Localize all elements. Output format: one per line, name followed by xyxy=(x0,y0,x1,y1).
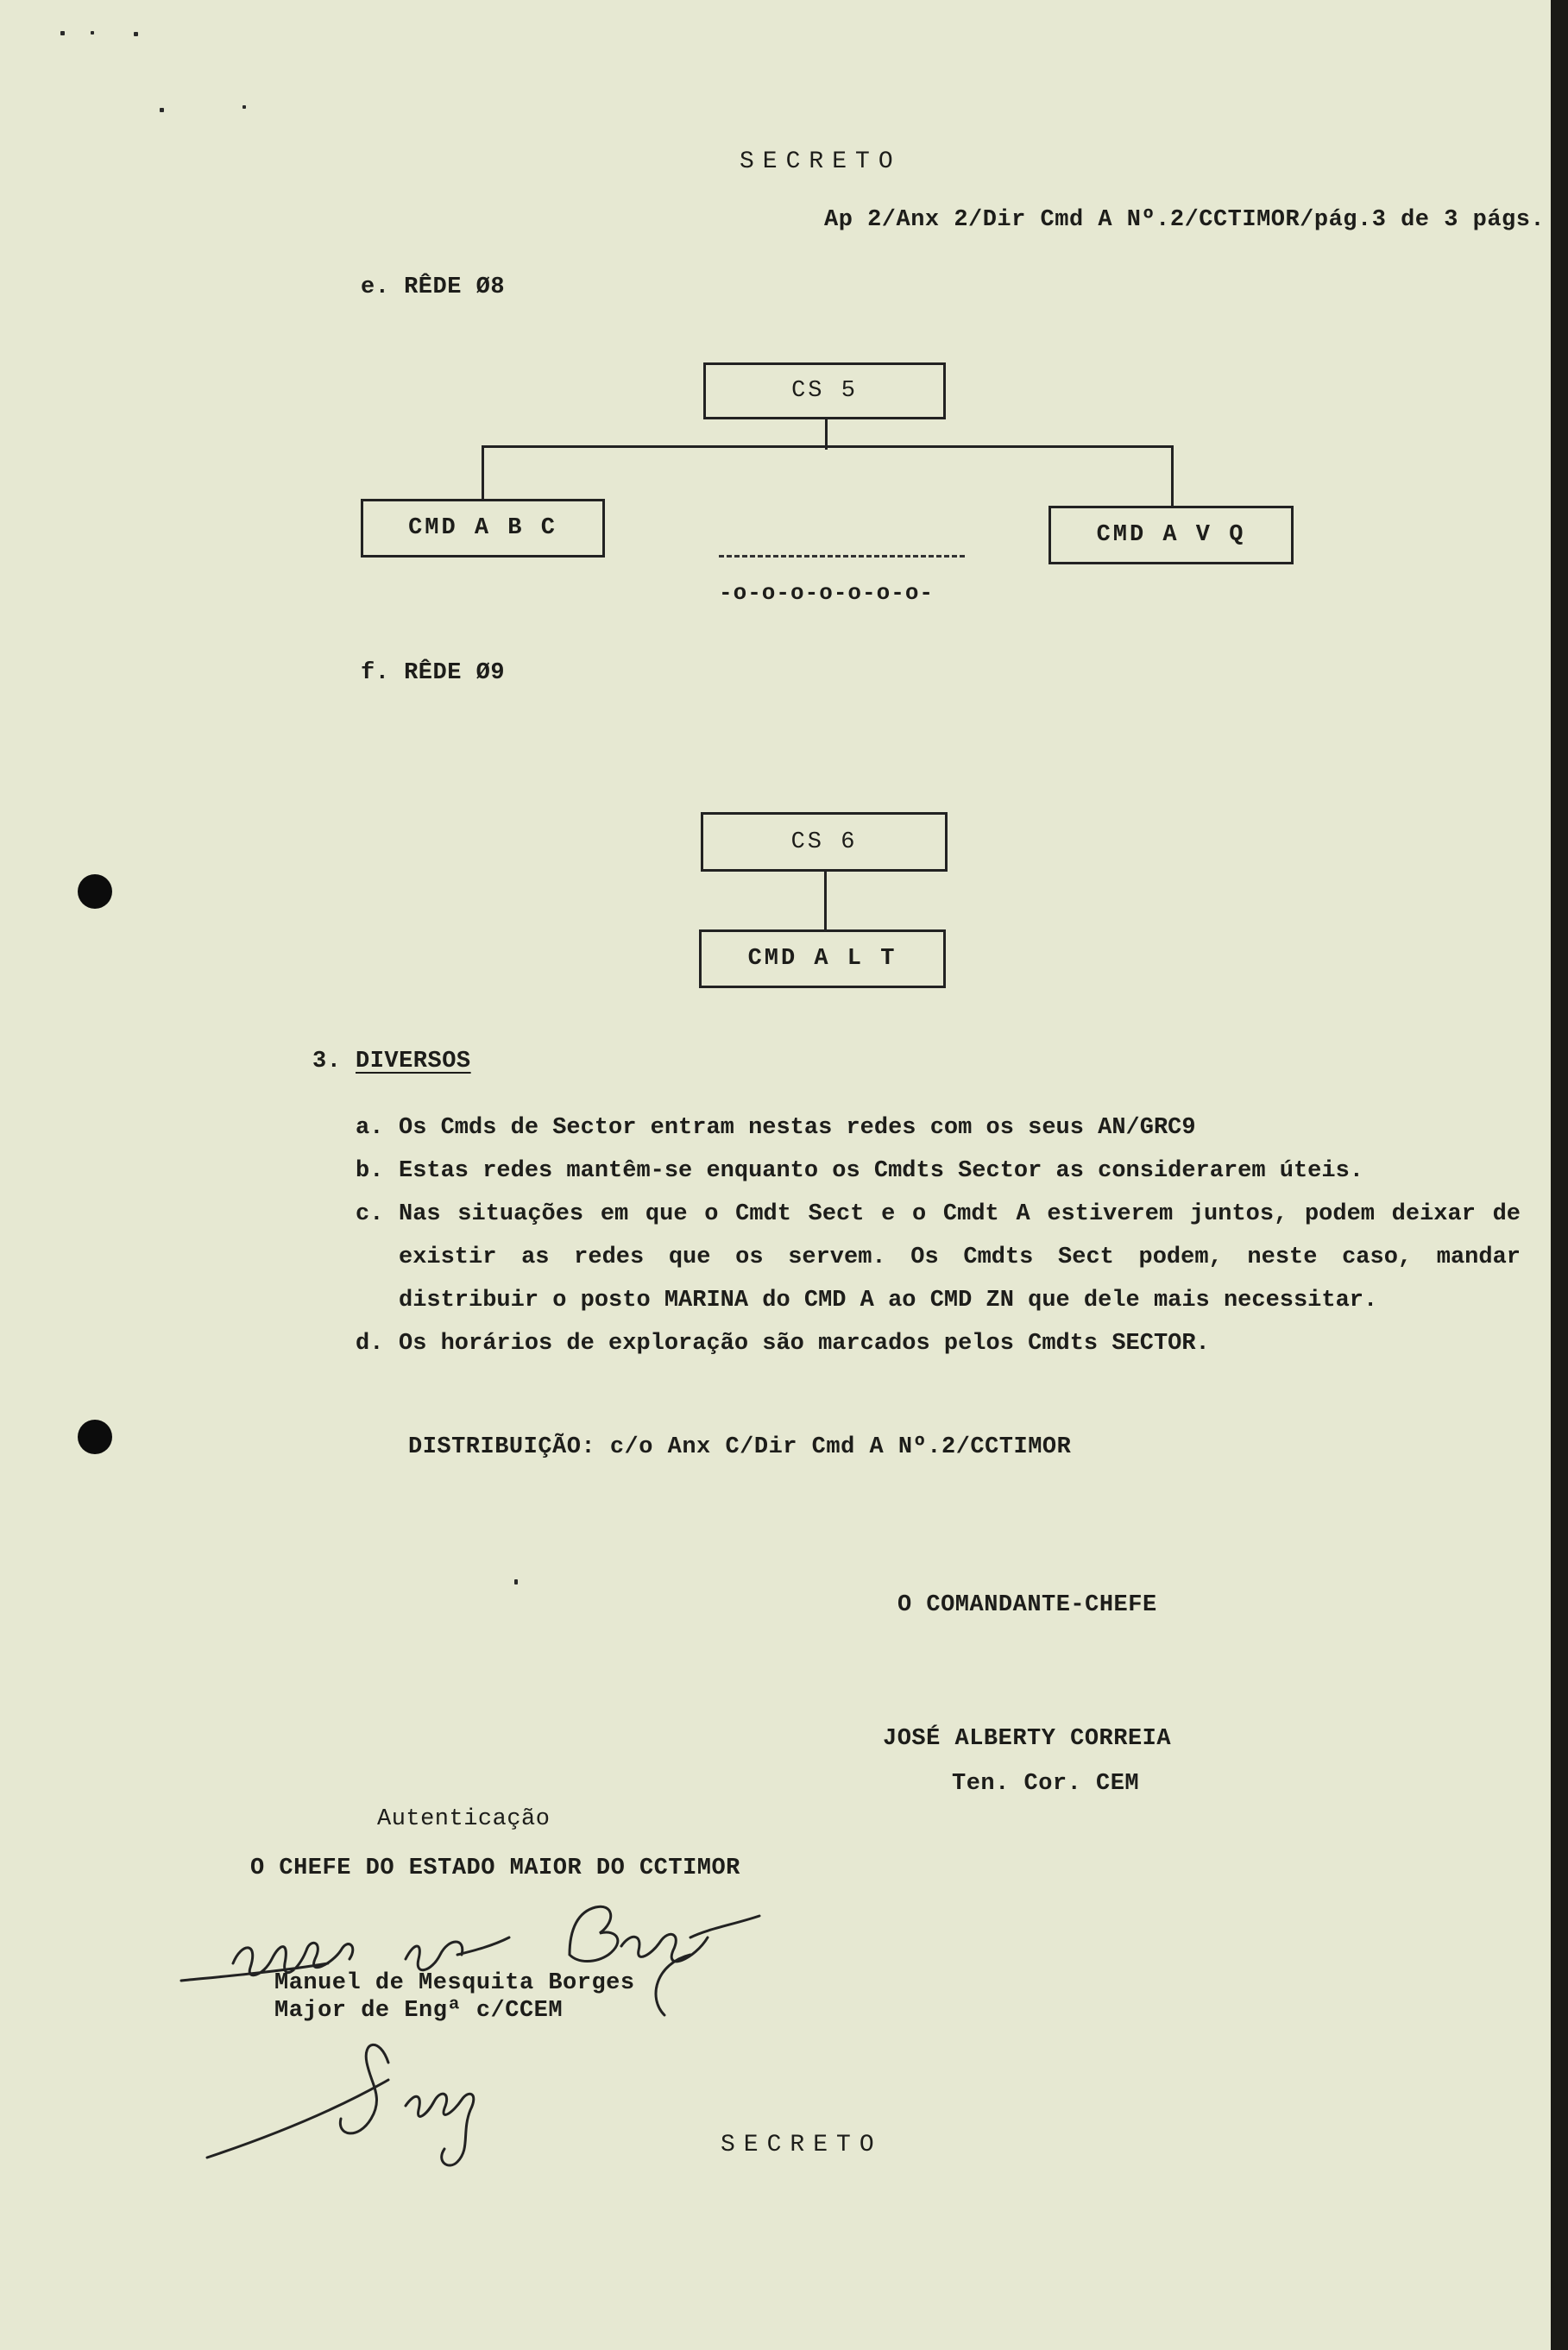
connector-horizontal xyxy=(482,445,1174,448)
authenticator-name: Manuel de Mesquita Borges xyxy=(274,1970,635,1996)
signatory-rank: Ten. Cor. CEM xyxy=(952,1771,1140,1797)
node-cmd-a-vq: CMD A V Q xyxy=(1048,506,1294,564)
authenticator-rank: Major de Engª c/CCEM xyxy=(274,1998,564,2024)
item-text: Os Cmds de Sector entram nestas redes com os seus AN/GRC9 xyxy=(399,1115,1196,1141)
document-reference: Ap 2/Anx 2/Dir Cmd A Nº.2/CCTIMOR/pág.3 de 3 págs. xyxy=(824,207,1546,233)
item-label: a. xyxy=(356,1115,384,1141)
connector-right-drop xyxy=(1171,445,1174,506)
net-heading-08: e. RÊDE Ø8 xyxy=(361,274,506,300)
authentication-heading: Autenticação xyxy=(377,1806,551,1832)
node-cmd-a-lt: CMD A L T xyxy=(699,929,946,988)
handwritten-initials xyxy=(190,2028,561,2175)
punch-hole xyxy=(78,1420,112,1454)
item-text: Nas situações em que o Cmdt Sect e o Cmdt A estiverem juntos, podem deixar de existir as redes que os servem. Os Cmdts Sect podem, neste caso, mandar distribuir o posto MARINA do CMD A ao CMD ZN que dele mais necessitar. xyxy=(399,1201,1521,1314)
connector-left-drop xyxy=(482,445,484,499)
classification-bottom: SECRETO xyxy=(721,2132,883,2158)
scan-speck xyxy=(91,31,94,35)
item-text: Os horários de exploração são marcados pelos Cmdts SECTOR. xyxy=(399,1331,1210,1357)
classification-top: SECRETO xyxy=(740,148,902,175)
item-label: c. xyxy=(356,1201,384,1227)
section-title: DIVERSOS xyxy=(356,1049,471,1074)
signatory-name: JOSÉ ALBERTY CORREIA xyxy=(883,1726,1172,1752)
scan-speck xyxy=(60,31,65,35)
node-cs6: CS 6 xyxy=(701,812,948,872)
node-cmd-a-bc: CMD A B C xyxy=(361,499,605,558)
item-text: Estas redes mantêm-se enquanto os Cmdts Sector as considerarem úteis. xyxy=(399,1158,1363,1184)
item-label: d. xyxy=(356,1331,384,1357)
connector-vertical-09 xyxy=(824,869,827,929)
section-number: 3. xyxy=(312,1049,342,1074)
authentication-role: O CHEFE DO ESTADO MAIOR DO CCTIMOR xyxy=(250,1855,740,1881)
net-heading-09: f. RÊDE Ø9 xyxy=(361,660,506,686)
scan-speck xyxy=(160,108,164,112)
punch-hole xyxy=(78,874,112,909)
scan-speck xyxy=(242,105,246,109)
node-cs5: CS 5 xyxy=(703,362,946,419)
signatory-title: O COMANDANTE-CHEFE xyxy=(897,1592,1157,1618)
chain-link: -o-o-o-o-o-o-o- xyxy=(719,580,935,606)
dashed-link xyxy=(719,555,965,558)
scan-speck xyxy=(134,32,138,36)
scan-speck xyxy=(514,1579,518,1585)
distribution-line: DISTRIBUIÇÃO: c/o Anx C/Dir Cmd A Nº.2/CCTIMOR xyxy=(408,1434,1072,1460)
item-label: b. xyxy=(356,1158,384,1184)
